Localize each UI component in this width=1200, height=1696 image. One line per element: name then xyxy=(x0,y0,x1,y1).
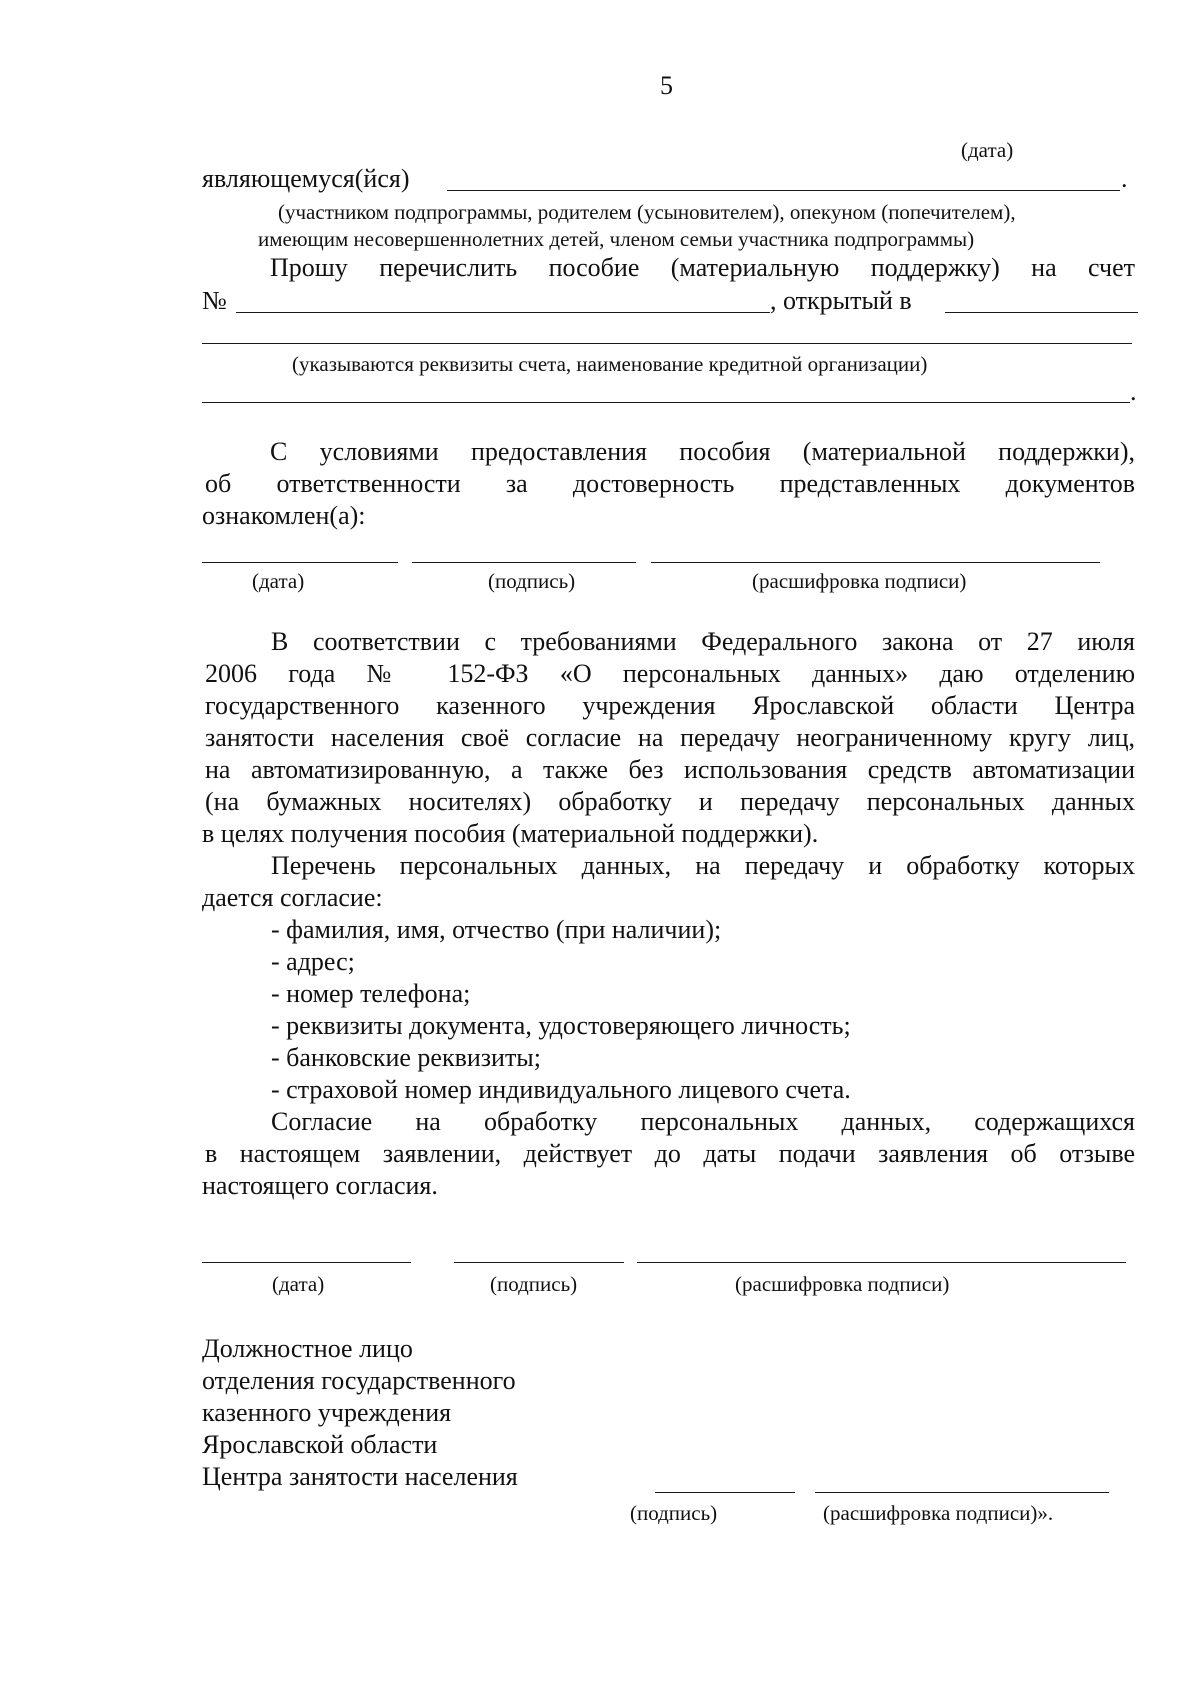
official-decoding-line[interactable] xyxy=(815,1492,1109,1493)
opened-in-label: , открытый в xyxy=(770,286,912,315)
request-line1: Прошу перечислить пособие (материальную поддержку) на счет xyxy=(270,253,1135,282)
acq-date-caption: (дата) xyxy=(252,569,305,593)
acquaintance-line1: С условиями предоставления пособия (материальной поддержки), xyxy=(270,437,1135,466)
status-hint-line1: (участником подпрограммы, родителем (усыновителем), опекуном (попечителем), xyxy=(278,200,1016,224)
consent-line: занятости населения своё согласие на передачу неограниченному кругу лиц, xyxy=(205,723,1135,752)
official-signature-line[interactable] xyxy=(655,1492,795,1493)
bank-line-3[interactable] xyxy=(202,402,1130,403)
list-item: - реквизиты документа, удостоверяющего личность; xyxy=(271,1011,851,1040)
list-item: - страховой номер индивидуального лицевого счета. xyxy=(271,1075,851,1104)
list-item: - фамилия, имя, отчество (при наличии); xyxy=(271,915,722,944)
being-label: являющемуся(йся) xyxy=(202,164,410,193)
list-intro-line2: дается согласие: xyxy=(202,883,383,912)
consent-line: государственного казенного учреждения Ярославской области Центра xyxy=(205,691,1135,720)
official-line: казенного учреждения xyxy=(202,1398,452,1427)
consent-signature-line[interactable] xyxy=(454,1262,624,1263)
official-line: Ярославской области xyxy=(202,1430,438,1459)
consent-date-line[interactable] xyxy=(202,1262,411,1263)
acq-decoding-caption: (расшифровка подписи) xyxy=(752,569,967,593)
bank-line[interactable] xyxy=(945,312,1138,313)
consent-line: в целях получения пособия (материальной поддержки). xyxy=(202,819,819,848)
validity-line2: в настоящем заявлении, действует до даты подачи заявления об отзыве xyxy=(205,1139,1135,1168)
validity-line3: настоящего согласия. xyxy=(202,1171,438,1200)
consent-line: 2006 года № 152-ФЗ «О персональных данных» даю отделению xyxy=(205,659,1135,688)
acquaintance-line2: об ответственности за достоверность представленных документов xyxy=(205,469,1135,498)
official-line: отделения государственного xyxy=(202,1366,516,1395)
list-item: - номер телефона; xyxy=(271,979,471,1008)
official-signature-caption: (подпись) xyxy=(630,1501,718,1525)
account-end: . xyxy=(1130,377,1137,406)
acquaintance-line3: ознакомлен(а): xyxy=(202,501,366,530)
consent-line: на автоматизированную, а также без использования средств автоматизации xyxy=(205,755,1135,784)
page-number: 5 xyxy=(660,71,673,100)
list-item: - адрес; xyxy=(271,947,355,976)
official-decoding-caption: (расшифровка подписи)». xyxy=(823,1501,1054,1525)
acq-decoding-line[interactable] xyxy=(651,562,1100,563)
official-line: Центра занятости населения xyxy=(202,1462,518,1491)
acq-signature-caption: (подпись) xyxy=(488,569,576,593)
official-line: Должностное лицо xyxy=(202,1334,413,1363)
being-end: . xyxy=(1121,164,1128,193)
date-caption: (дата) xyxy=(961,138,1014,162)
consent-date-caption: (дата) xyxy=(272,1272,325,1296)
list-intro-line1: Перечень персональных данных, на передачу и обработку которых xyxy=(271,851,1135,880)
status-hint-line2: имеющим несовершеннолетних детей, членом семьи участника подпрограммы) xyxy=(258,227,975,251)
validity-line1: Согласие на обработку персональных данных, содержащихся xyxy=(271,1107,1135,1136)
consent-line: (на бумажных носителях) обработку и передачу персональных данных xyxy=(205,787,1135,816)
acq-signature-line[interactable] xyxy=(412,562,636,563)
bank-line-2[interactable] xyxy=(202,343,1132,344)
account-number-line[interactable] xyxy=(236,312,770,313)
account-hint: (указываются реквизиты счета, наименование кредитной организации) xyxy=(292,352,928,376)
consent-decoding-caption: (расшифровка подписи) xyxy=(735,1272,950,1296)
number-sign: № xyxy=(202,286,227,315)
status-blank-line[interactable] xyxy=(447,190,1120,191)
acq-date-line[interactable] xyxy=(202,562,398,563)
consent-decoding-line[interactable] xyxy=(637,1262,1126,1263)
consent-line: В соответствии с требованиями Федерального закона от 27 июля xyxy=(271,627,1135,656)
list-item: - банковские реквизиты; xyxy=(271,1043,542,1072)
consent-signature-caption: (подпись) xyxy=(490,1272,578,1296)
